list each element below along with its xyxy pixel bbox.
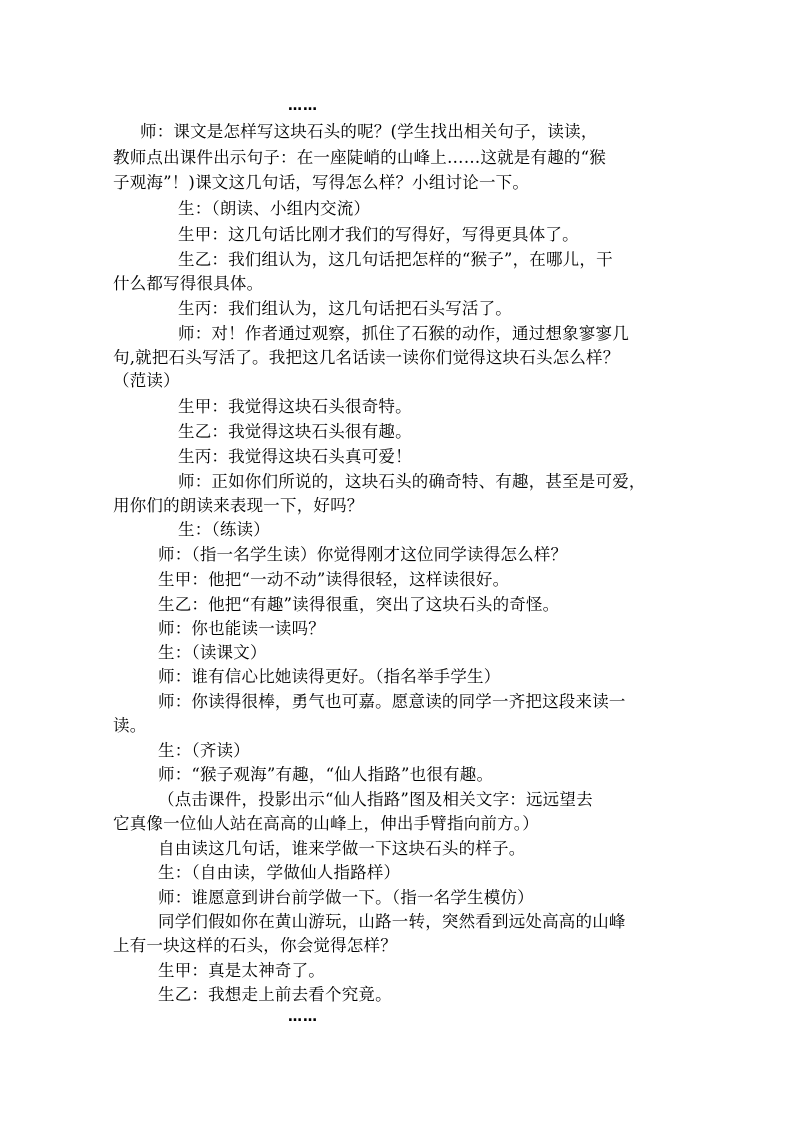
- paragraph-line: 生：（齐读）: [158, 741, 250, 760]
- paragraph-line: 生：（练读）: [178, 520, 270, 539]
- paragraph-line: 师：你也能读一读吗？: [158, 619, 325, 638]
- paragraph-line: 师：谁愿意到讲台前学做一下。（指一名学生模仿）: [158, 888, 534, 907]
- paragraph-line: 生甲：这几句话比刚才我们的写得好，写得更具体了。: [178, 225, 579, 244]
- paragraph-line: 上有一块这样的石头，你会觉得怎样？: [113, 936, 397, 955]
- paragraph-line: 生：（朗读、小组内交流）: [178, 199, 371, 218]
- paragraph-line: 师：（指一名学生读）你觉得刚才这位同学读得怎么样？: [158, 545, 568, 564]
- paragraph-line: 读。: [113, 716, 147, 735]
- paragraph-line: 生丙：我觉得这块石头真可爱！: [178, 447, 412, 466]
- paragraph-line: 子观海”！)课文这几句话，写得怎么样？小组讨论一下。: [113, 173, 530, 192]
- paragraph-line: 生乙：他把“有趣”读得很重，突出了这块石头的奇怪。: [158, 595, 560, 614]
- paragraph-line: 生甲：真是太神奇了。: [158, 961, 325, 980]
- paragraph-line: 生甲：他把“一动不动”读得很轻，这样读很好。: [158, 570, 510, 589]
- paragraph-line: 师：正如你们所说的，这块石头的确奇特、有趣，甚至是可爱，: [178, 472, 646, 491]
- paragraph-line: 教师点出课件出示句子：在一座陡峭的山峰上……这就是有趣的“猴: [113, 148, 606, 167]
- ellipsis-top: ……: [288, 98, 318, 114]
- paragraph-line: 生丙：我们组认为，这几句话把石头写活了。: [178, 299, 512, 318]
- paragraph-line: 师：你读得很棒，勇气也可嘉。愿意读的同学一齐把这段来读一: [158, 692, 626, 711]
- paragraph-line: 生乙：我觉得这块石头很有趣。: [178, 422, 412, 441]
- ellipsis-bottom: ……: [288, 1009, 318, 1025]
- paragraph-line: 师：对！作者通过观察，抓住了石猴的动作，通过想象寥寥几: [178, 324, 629, 343]
- paragraph-line: 师：“猴子观海”有趣，“仙人指路”也很有趣。: [158, 765, 494, 784]
- paragraph-line: 生：（自由读，学做仙人指路样）: [158, 863, 401, 882]
- paragraph-line: 师：谁有信心比她读得更好。（指名举手学生）: [158, 667, 501, 686]
- paragraph-line: 它真像一位仙人站在高高的山峰上，伸出手臂指向前方。）: [113, 814, 539, 833]
- paragraph-line: 生：（读课文）: [158, 643, 267, 662]
- paragraph-line: 什么都写得很具体。: [113, 274, 264, 293]
- paragraph-line: 师：课文是怎样写这块石头的呢？(学生找出相关句子，读读，: [140, 122, 598, 141]
- paragraph-line: 生乙：我想走上前去看个究竟。: [158, 985, 392, 1004]
- paragraph-line: 同学们假如你在黄山游玩，山路一转，突然看到远处高高的山峰: [158, 912, 626, 931]
- paragraph-line: 生甲：我觉得这块石头很奇特。: [178, 397, 412, 416]
- paragraph-line: 自由读这几句话，谁来学做一下这块石头的样子。: [158, 839, 526, 858]
- paragraph-line: 用你们的朗读来表现一下，好吗？: [113, 496, 364, 515]
- paragraph-line: （范读）: [113, 371, 180, 390]
- paragraph-line: 句,就把石头写活了。我把这几名话读一读你们觉得这块石头怎么样？: [113, 348, 620, 367]
- paragraph-line: （点击课件，投影出示“仙人指路”图及相关文字：远远望去: [158, 790, 593, 809]
- paragraph-line: 生乙：我们组认为，这几句话把怎样的“猴子”，在哪儿，干: [178, 250, 613, 269]
